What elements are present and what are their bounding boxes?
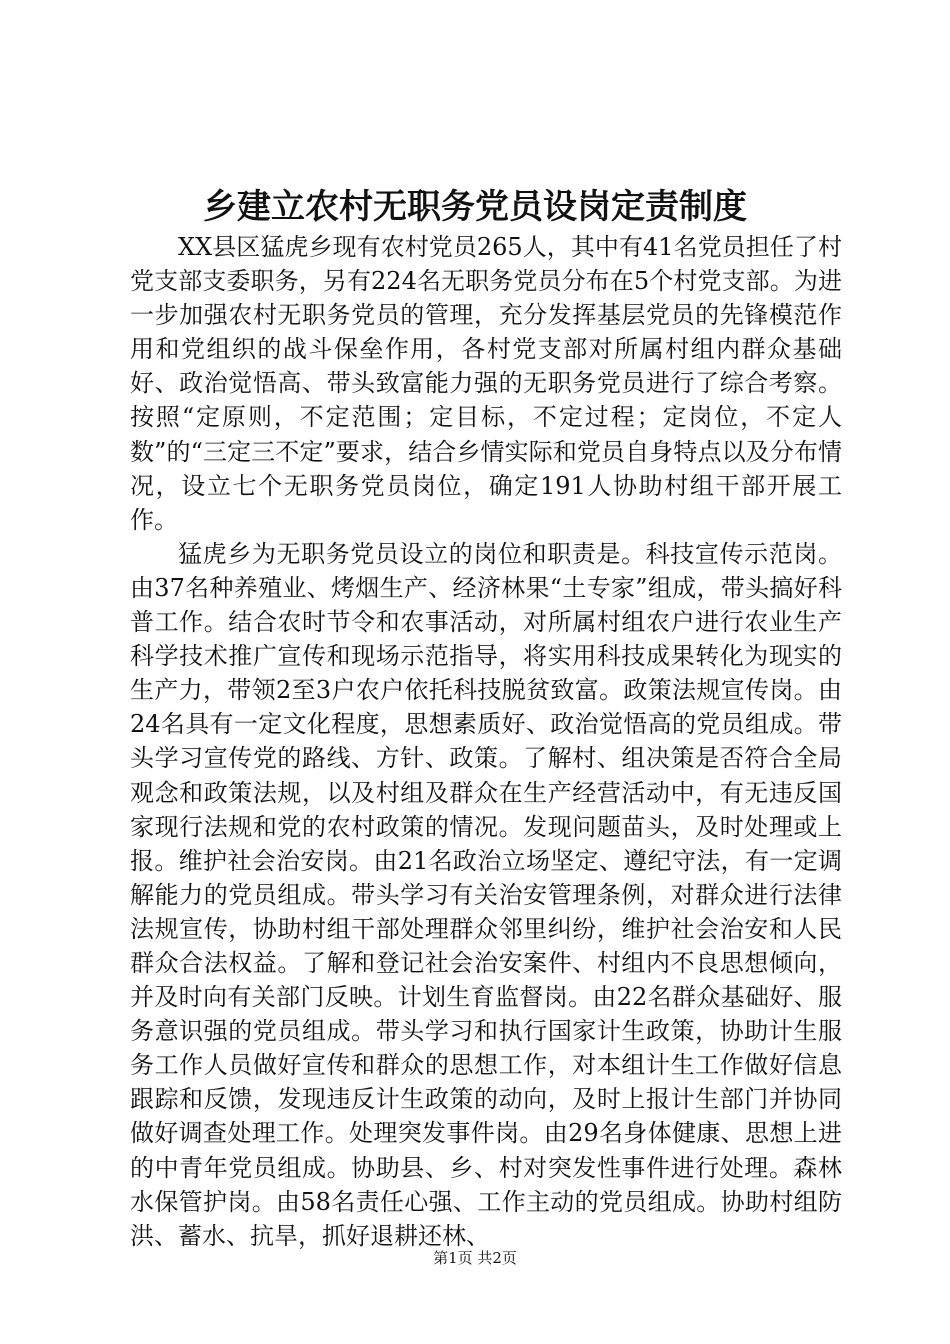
page-footer: 第1页 共2页: [433, 1249, 517, 1267]
document-title: 乡建立农村无职务党员设岗定责制度: [203, 187, 747, 227]
paragraph-1: XX县区猛虎乡现有农村党员265人，其中有41名党员担任了村党支部支委职务，另有224名无职务党员分布在5个村党支部。为进一步加强农村无职务党员的管理，充分发挥基层党员的先锋模范作用和党组织的战斗保垒作用，各村党支部对所属村组内群众基础好、政治觉悟高、带头致富能力强的无职务党员进行了综合考察。按照“定原则，不定范围；定目标，不定过程；定岗位，不定人数”的“三定三不定”要求，结合乡情实际和党员自身特点以及分布情况，设立七个无职务党员岗位，确定191人协助村组干部开展工作。: [130, 233, 842, 534]
document-body: [130, 230, 842, 1253]
paragraph-2: 猛虎乡为无职务党员设立的岗位和职责是。科技宣传示范岗。由37名种养殖业、烤烟生产、经济林果“土专家”组成，带头搞好科普工作。结合农时节令和农事活动，对所属村组农户进行农业生产科学技术推广宣传和现场示范指导，将实用科技成果转化为现实的生产力，带领2至3户农户依托科技脱贫致富。政策法规宣传岗。由24名具有一定文化程度，思想素质好、政治觉悟高的党员组成。带头学习宣传党的路线、方针、政策。了解村、组决策是否符合全局观念和政策法规，以及村组及群众在生产经营活动中，有无违反国家现行法规和党的农村政策的情况。发现问题苗头，及时处理或上报。维护社会治安岗。由21名政治立场坚定、遵纪守法，有一定调解能力的党员组成。带头学习有关治安管理条例，对群众进行法律法规宣传，协助村组干部处理群众邻里纠纷，维护社会治安和人民群众合法权益。了解和登记社会治安案件、村组内不良思想倾向，并及时向有关部门反映。计划生育监督岗。由22名群众基础好、服务意识强的党员组成。带头学习和执行国家计生政策，协助计生服务工作人员做好宣传和群众的思想工作，对本组计生工作做好信息跟踪和反馈，发现违反计生政策的动向，及时上报计生部门并协同做好调查处理工作。处理突发事件岗。由29名身体健康、思想上进的中青年党员组成。协助县、乡、村对突发性事件进行处理。森林水保管护岗。由58名责任心强、工作主动的党员组成。协助村组防洪、蓄水、抗旱，抓好退耕还林、: [130, 539, 842, 1250]
